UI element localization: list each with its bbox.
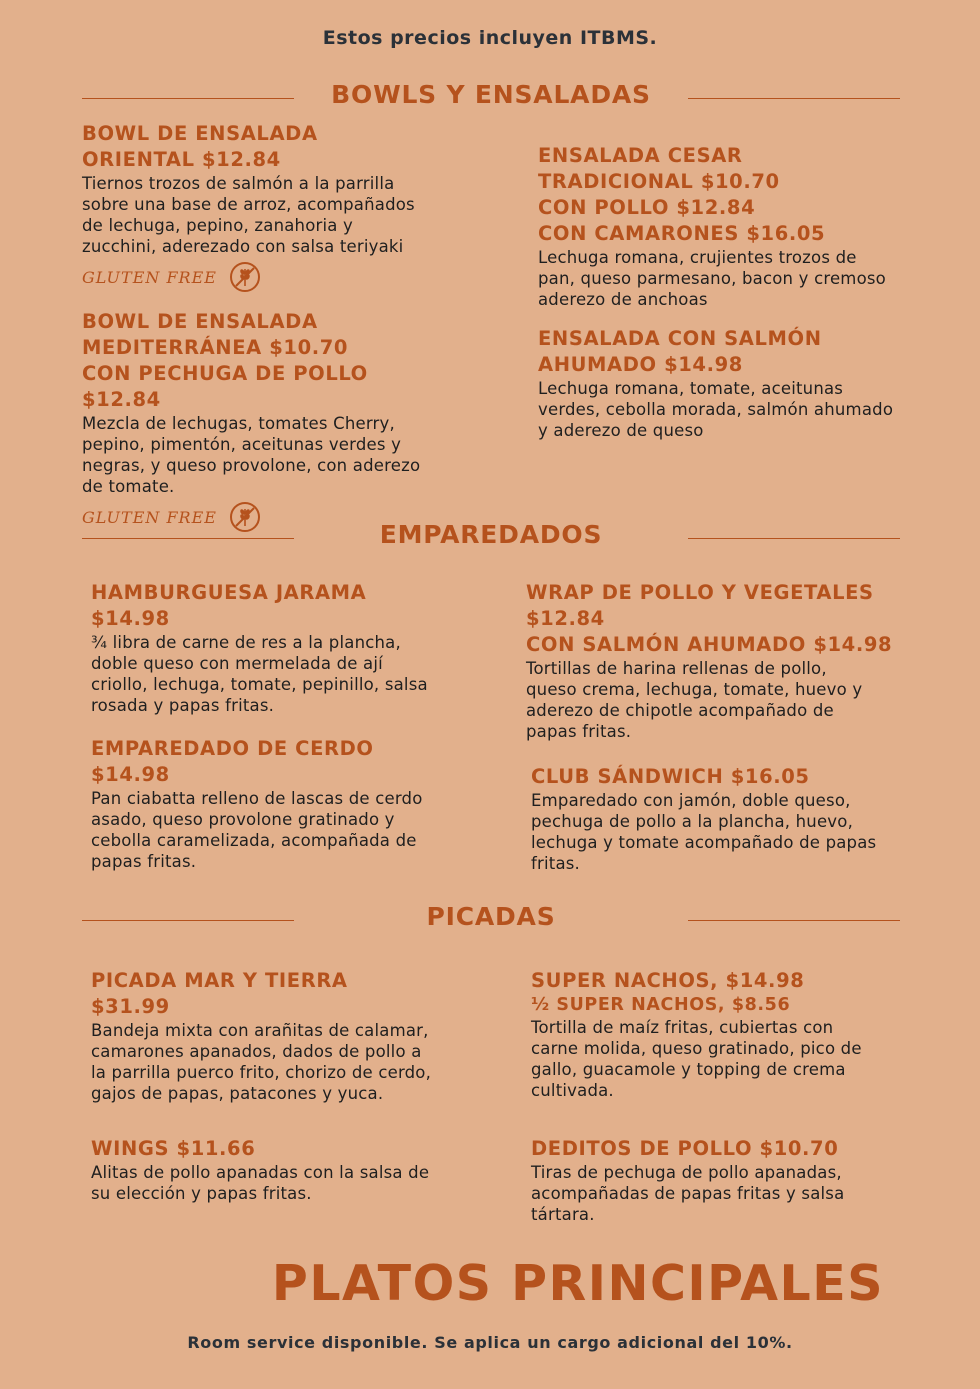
item-description: Lechuga romana, tomate, aceitunas verdes, cebolla morada, salmón ahumado y aderezo de queso [538, 379, 894, 440]
item-description: Tiras de pechuga de pollo apanadas, acompañadas de papas fritas y salsa tártara. [531, 1163, 845, 1224]
section-header-picadas [82, 902, 900, 938]
page-title: PLATOS PRINCIPALES [271, 1255, 884, 1312]
room-service-note: Room service disponible. Se aplica un cargo adicional del 10%. [187, 1333, 793, 1352]
menu-item-bowl-mediterranea [82, 309, 462, 533]
divider-right [688, 98, 900, 99]
item-description: Bandeja mixta con arañitas de calamar, camarones apanados, dados de pollo a la parrilla puerco frito, chorizo de cerdo, gajos de papas, patacones y yuca. [91, 1021, 432, 1103]
menu-item-wings [91, 1136, 471, 1204]
menu-item-ensalada-salmon [538, 326, 918, 441]
item-description: Mezcla de lechugas, tomates Cherry, pepino, pimentón, aceitunas verdes y negras, y queso provolone, con aderezo de tomate. [82, 414, 421, 496]
item-title: SUPER NACHOS, $14.98 [531, 969, 805, 992]
section-title: BOWLS Y ENSALADAS [331, 80, 651, 109]
gluten-free-label: GLUTEN FREE [82, 507, 217, 527]
menu-item-club-sandwich [531, 764, 921, 874]
divider-right [688, 538, 900, 539]
menu-item-deditos-pollo [531, 1136, 921, 1225]
menu-item-bowl-oriental [82, 121, 462, 293]
section-title: EMPAREDADOS [379, 520, 603, 549]
item-description: Alitas de pollo apanadas con la salsa de su elección y papas fritas. [91, 1163, 430, 1203]
menu-item-picada-mar-tierra [91, 968, 471, 1104]
item-subtitle: ½ SUPER NACHOS, $8.56 [531, 995, 791, 1015]
menu-item-super-nachos [531, 968, 921, 1101]
item-description: Pan ciabatta relleno de lascas de cerdo asado, queso provolone gratinado y cebolla caramelizada, acompañada de papas fritas. [91, 789, 423, 871]
gluten-free-label: GLUTEN FREE [82, 267, 217, 287]
item-description: Emparedado con jamón, doble queso, pechuga de pollo a la plancha, huevo, lechuga y tomate acompañado de papas fritas. [531, 791, 877, 873]
section-title: PICADAS [426, 902, 556, 931]
menu-item-ensalada-cesar [538, 143, 918, 310]
gluten-free-badge [82, 261, 462, 293]
item-title: EMPAREDADO DE CERDO $14.98 [91, 737, 374, 786]
item-description: ¾ libra de carne de res a la plancha, doble queso con mermelada de ají criollo, lechuga, tomate, pepinillo, salsa rosada y papas fritas. [91, 633, 428, 715]
item-description: Tiernos trozos de salmón a la parrilla sobre una base de arroz, acompañados de lechuga, pepino, zanahoria y zucchini, aderezado con salsa teriyaki [82, 174, 415, 256]
divider-right [688, 920, 900, 921]
item-title: BOWL DE ENSALADA MEDITERRÁNEA $10.70 CON PECHUGA DE POLLO $12.84 [82, 310, 368, 411]
item-description: Lechuga romana, crujientes trozos de pan, queso parmesano, bacon y cremoso aderezo de anchoas [538, 248, 886, 309]
menu-item-wrap-pollo [526, 580, 916, 742]
item-title: WRAP DE POLLO Y VEGETALES $12.84 CON SALMÓN AHUMADO $14.98 [526, 581, 893, 656]
menu-item-emparedado-cerdo [91, 736, 471, 872]
menu-item-hamburguesa [91, 580, 471, 716]
section-header-bowls [82, 80, 900, 116]
section-header-emparedados [82, 520, 900, 556]
item-title: BOWL DE ENSALADA ORIENTAL $12.84 [82, 122, 318, 171]
item-title: ENSALADA CON SALMÓN AHUMADO $14.98 [538, 327, 822, 376]
no-wheat-icon [229, 261, 261, 293]
item-title: ENSALADA CESAR TRADICIONAL $10.70 CON POLLO $12.84 CON CAMARONES $16.05 [538, 144, 826, 245]
item-title: WINGS $11.66 [91, 1137, 256, 1160]
item-title: DEDITOS DE POLLO $10.70 [531, 1137, 839, 1160]
item-description: Tortilla de maíz fritas, cubiertas con carne molida, queso gratinado, pico de gallo, guacamole y topping de crema cultivada. [531, 1018, 862, 1100]
item-title: HAMBURGUESA JARAMA $14.98 [91, 581, 367, 630]
item-description: Tortillas de harina rellenas de pollo, queso crema, lechuga, tomate, huevo y aderezo de chipotle acompañado de papas fritas. [526, 659, 863, 741]
prices-note: Estos precios incluyen ITBMS. [322, 27, 658, 49]
item-title: CLUB SÁNDWICH $16.05 [531, 765, 810, 788]
item-title: PICADA MAR Y TIERRA $31.99 [91, 969, 348, 1018]
